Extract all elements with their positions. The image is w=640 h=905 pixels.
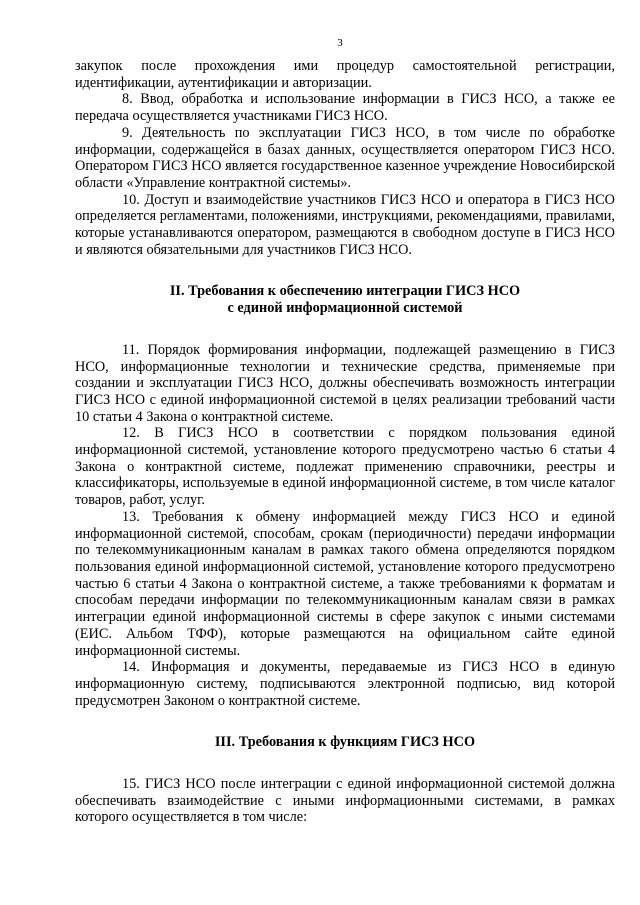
section-2-title-line-2: с единой информационной системой [227, 300, 463, 317]
intro-paragraph: закупок после прохождения ими процедур самостоятельной регистрации, идентификации, аутентификации и авторизации. [75, 58, 615, 91]
paragraph-10: 10. Доступ и взаимодействие участников ГИСЗ НСО и оператора в ГИСЗ НСО определяется регламентами, положениями, инструкциями, рекомендациями, правилами, которые устанавливаются оператором, размещаются в свободном доступе в ГИСЗ НСО и являются обязательными для участников ГИСЗ НСО. [75, 191, 615, 258]
paragraph-11: 11. Порядок формирования информации, подлежащей размещению в ГИСЗ НСО, информационные технологии и технические средства, применяемые при создании и эксплуатации ГИСЗ НСО, должны обеспечивать возможность интеграции ГИСЗ НСО с единой информационной системой в целях реализации требований части 10 статьи 4 Закона о контрактной системе. [75, 341, 615, 425]
document-body [75, 58, 615, 826]
section-3-heading: III. Требования к функциям ГИСЗ НСО [214, 734, 476, 751]
spacer [75, 751, 615, 776]
spacer [75, 709, 615, 734]
paragraph-13: 13. Требования к обмену информацией между ГИСЗ НСО и единой информационной системой, способам, срокам (периодичности) передачи информации по телекоммуникационным каналам в рамках такого обмена определяются порядком пользования единой информационной системой, установление которого предусмотрено частью 6 статьи 4 Закона о контрактной системе, а также требованиями к форматам и способам передачи информации по телекоммуникационным каналам связи в рамках интеграции единой информационной системы в сфере закупок с иными системами (ЕИС. Альбом ТФФ), которые размещаются на официальном сайте единой информационной системы. [75, 508, 615, 659]
paragraph-12: 12. В ГИСЗ НСО в соответствии с порядком пользования единой информационной системой, установление которого предусмотрено частью 6 статьи 4 Закона о контрактной системе, подлежат применению справочники, реестры и классификаторы, используемые в единой информационной системе, в том числе каталог товаров, работ, услуг. [75, 425, 615, 509]
section-2-heading [75, 283, 615, 316]
section-2-title-line-1: II. Требования к обеспечению интеграции ГИСЗ НСО [169, 283, 521, 300]
page-number: 3 [337, 37, 343, 49]
paragraph-14: 14. Информация и документы, передаваемые из ГИСЗ НСО в единую информационную систему, подписываются электронной подписью, вид которой предусмотрен Законом о контрактной системе. [75, 659, 615, 709]
spacer [75, 258, 615, 283]
paragraph-8: 8. Ввод, обработка и использование информации в ГИСЗ НСО, а также ее передача осуществляется участниками ГИСЗ НСО. [75, 91, 615, 125]
spacer [75, 317, 615, 342]
paragraph-15: 15. ГИСЗ НСО после интеграции с единой информационной системой должна обеспечивать взаимодействие с иными информационными системами, в рамках которого осуществляется в том числе: [75, 776, 615, 826]
paragraph-9: 9. Деятельность по эксплуатации ГИСЗ НСО, в том числе по обработке информации, содержащейся в базах данных, осуществляется оператором ГИСЗ НСО. Оператором ГИСЗ НСО является государственное казенное учреждение Новосибирской области «Управление контрактной системы». [75, 124, 615, 191]
